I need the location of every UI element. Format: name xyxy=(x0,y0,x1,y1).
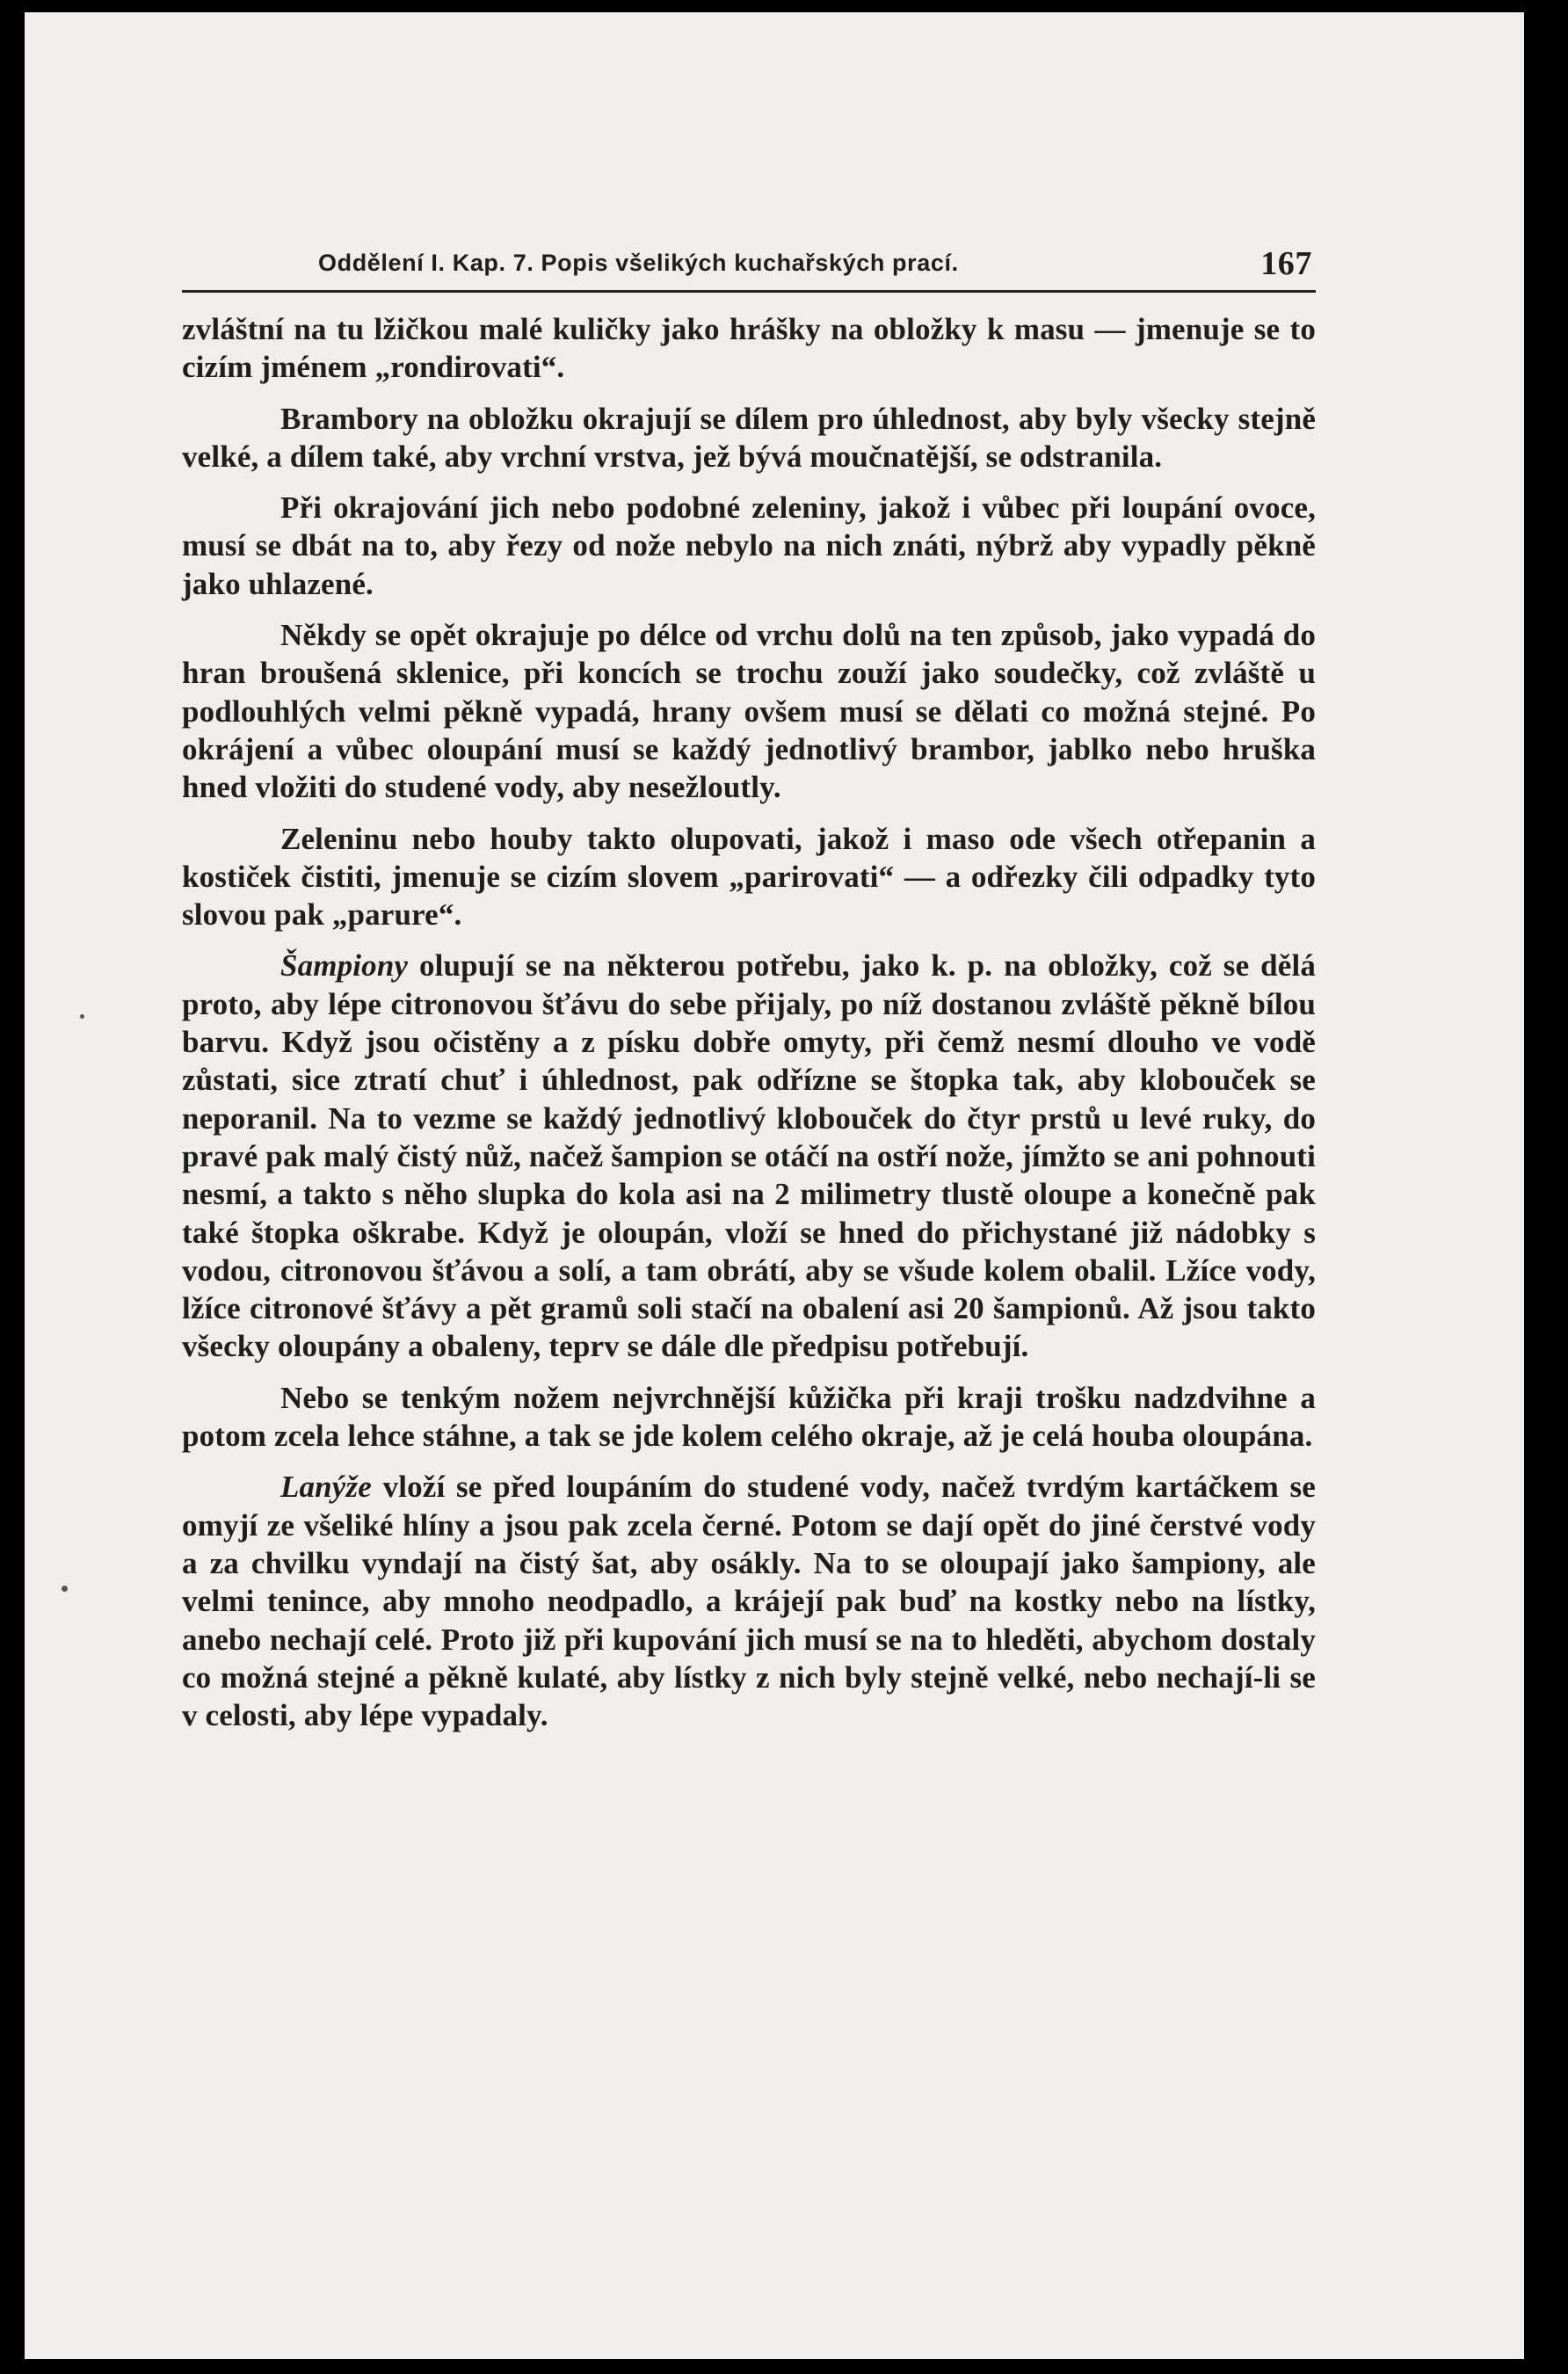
header-rule xyxy=(182,290,1316,293)
paragraph-text: olupují se na některou potřebu, jako k. p. na obložky, což se dělá proto, aby lépe citronovou šťávu do sebe přijaly, po níž dostanou zvláště pěkně bílou barvu. Když jsou očistěny a z písku dobře omyty, při čemž nesmí dlouho ve vodě zůstati, sice ztratí chuť i úhlednost, pak odřízne se štopka tak, aby klobouček se neporanil. Na to vezme se každý jednotlivý klobouček do čtyr prstů u levé ruky, do pravé pak malý čistý nůž, načež šampion se otáčí na ostří nože, jímžto se ani pohnouti nesmí, a takto s něho slupka do kola asi na 2 milimetry tlustě oloupe a konečně pak také štopka oškrabe. Když je oloupán, vloží se hned do přichystané již nádobky s vodou, citronovou šťávou a solí, a tam obrátí, aby se všude kolem obalil. Lžíce vody, lžíce citronové šťávy a pět gramů soli stačí na obalení asi 20 šampionů. Až jsou takto všecky oloupány a obaleny, teprv se dále dle předpisu potřebují. xyxy=(182,948,1316,1364)
scan-border xyxy=(1538,0,1568,2374)
paragraph-8 xyxy=(182,1468,1316,1734)
paragraph-5 xyxy=(182,820,1316,934)
paragraph-lead-term: Lanýže xyxy=(280,1470,372,1505)
running-header xyxy=(182,243,1316,283)
paragraph-text: zvláštní na tu lžičkou malé kuličky jako hrášky na obložky k masu — jmenuje se to cizím jménem „rondirovati“. xyxy=(182,312,1316,385)
page-number: 167 xyxy=(1260,245,1312,282)
book-page xyxy=(182,243,1316,1747)
paragraph-text: vloží se před loupáním do studené vody, načež tvrdým kartáčkem se omyjí ze všeliké hlíny a jsou pak zcela černé. Potom se dají opět do jiné čerstvé vody a za chvilku vyndají na čistý šat, aby osákly. Na to se oloupají jako šampiony, ale velmi tenince, aby mnoho neodpadlo, a krájejí pak buď na kostky nebo na lístky, anebo nechají celé. Proto již při kupování jich musí se na to hleděti, abychom dostaly co možná stejné a pěkně kulaté, aby lístky z nich byly stejně velké, nebo nechají-li se v celosti, aby lépe vypadaly. xyxy=(182,1470,1316,1733)
paragraph-text: Brambory na obložku okrajují se dílem pro úhlednost, aby byly všecky stejně velké, a dílem také, aby vrchní vrstva, jež bývá moučnatější, se odstranila. xyxy=(182,401,1316,474)
print-speck xyxy=(80,1014,84,1019)
paragraph-2 xyxy=(182,400,1316,476)
paragraph-text: Někdy se opět okrajuje po délce od vrchu dolů na ten způsob, jako vypadá do hran broušená sklenice, při koncích se trochu zouží jako soudečky, což zvláště u podlouhlých velmi pěkně vypadá, hrany ovšem musí se dělati co možná stejné. Po okrájení a vůbec oloupání musí se každý jednotlivý brambor, jablko nebo hruška hned vložiti do studené vody, aby nesežloutly. xyxy=(182,618,1316,805)
paragraph-lead-term: Šampiony xyxy=(280,948,409,984)
scanned-page xyxy=(25,12,1524,2359)
header-title: Oddělení I. Kap. 7. Popis všelikých kuchařských prací. xyxy=(318,250,959,276)
paragraph-text: Při okrajování jich nebo podobné zeleniny, jakož i vůbec při loupání ovoce, musí se dbát na to, aby řezy od nože nebylo na nich znáti, nýbrž aby vypadly pěkně jako uhlazené. xyxy=(182,490,1316,601)
body-text xyxy=(182,310,1316,1734)
paragraph-text: Nebo se tenkým nožem nejvrchnější kůžička při kraji trošku nadzdvihne a potom zcela lehce stáhne, a tak se jde kolem celého okraje, až je celá houba oloupána. xyxy=(182,1380,1316,1454)
paragraph-text: Zeleninu nebo houby takto olupovati, jakož i maso ode všech otřepanin a kostiček čistiti, jmenuje se cizím slovem „parirovati“ — a odřezky čili odpadky tyto slovou pak „parure“. xyxy=(182,821,1316,933)
paragraph-6 xyxy=(182,947,1316,1365)
paragraph-7 xyxy=(182,1379,1316,1456)
paragraph-4 xyxy=(182,616,1316,806)
paragraph-1 xyxy=(182,310,1316,387)
print-speck xyxy=(62,1586,68,1592)
paragraph-3 xyxy=(182,489,1316,603)
